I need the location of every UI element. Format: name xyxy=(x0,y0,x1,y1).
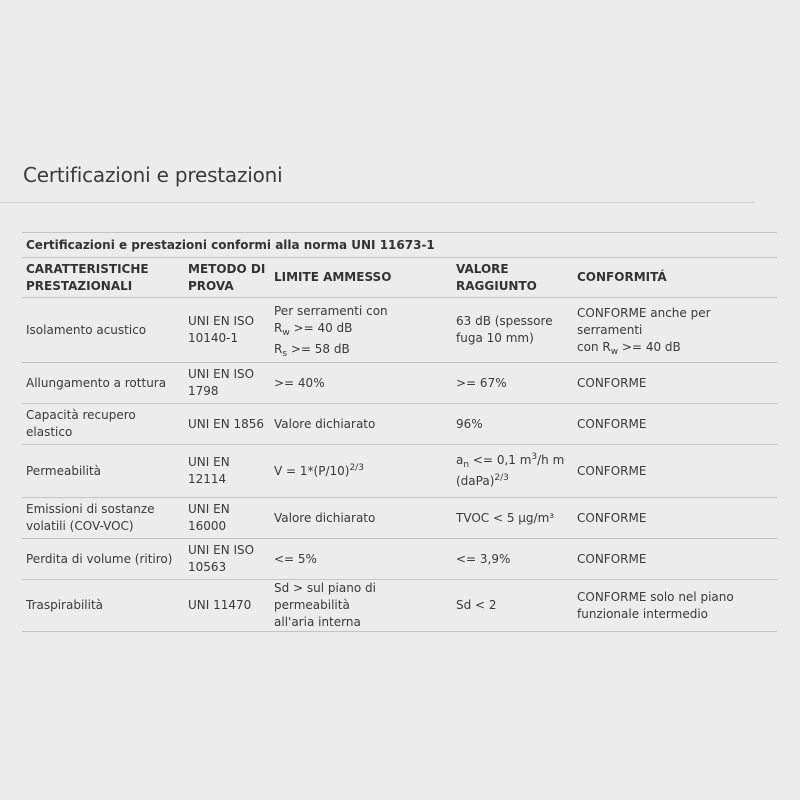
cell-characteristic: Perdita di volume (ritiro) xyxy=(22,539,184,580)
cell-characteristic: Allungamento a rottura xyxy=(22,363,184,404)
cell-characteristic: Isolamento acustico xyxy=(22,298,184,363)
cell-conformity: CONFORME xyxy=(573,404,777,445)
certifications-table xyxy=(22,232,777,632)
cell-conformity: CONFORME xyxy=(573,363,777,404)
cell-value: 63 dB (spessore fuga 10 mm) xyxy=(452,298,573,363)
cell-limit: Valore dichiarato xyxy=(270,404,452,445)
cell-method: UNI EN ISO 1798 xyxy=(184,363,270,404)
cell-method: UNI EN ISO 10140-1 xyxy=(184,298,270,363)
cell-conformity: CONFORME xyxy=(573,445,777,498)
cell-limit: Sd > sul piano di permeabilità all'aria interna xyxy=(270,580,452,632)
header-value: VALORE RAGGIUNTO xyxy=(452,258,573,298)
cell-method: UNI EN ISO 10563 xyxy=(184,539,270,580)
cell-method: UNI 11470 xyxy=(184,580,270,632)
section-title: Certificazioni e prestazioni xyxy=(23,163,283,187)
table-row xyxy=(22,539,777,580)
cell-conformity: CONFORME xyxy=(573,539,777,580)
table-row xyxy=(22,580,777,632)
header-method: METODO DI PROVA xyxy=(184,258,270,298)
header-limit: LIMITE AMMESSO xyxy=(270,258,452,298)
cell-conformity: CONFORME xyxy=(573,498,777,539)
header-characteristic: CARATTERISTICHE PRESTAZIONALI xyxy=(22,258,184,298)
cell-value: <= 3,9% xyxy=(452,539,573,580)
table-row xyxy=(22,404,777,445)
cell-value: >= 67% xyxy=(452,363,573,404)
cell-limit: $V = 1*(P/10)^{2/3}$ xyxy=(270,445,452,498)
cell-value: 96% xyxy=(452,404,573,445)
cell-limit: <= 5% xyxy=(270,539,452,580)
cell-limit: Per serramenti con $R_w >= 40$ dB $R_s >= 58$ dB xyxy=(270,298,452,363)
cell-method: UNI EN 12114 xyxy=(184,445,270,498)
table-row xyxy=(22,363,777,404)
cell-limit: Valore dichiarato xyxy=(270,498,452,539)
table-row xyxy=(22,298,777,363)
cell-limit: >= 40% xyxy=(270,363,452,404)
header-conformity: CONFORMITÁ xyxy=(573,258,777,298)
title-divider xyxy=(0,202,755,203)
table-row xyxy=(22,498,777,539)
cell-characteristic: Capacità recupero elastico xyxy=(22,404,184,445)
cell-conformity: CONFORME solo nel piano funzionale intermedio xyxy=(573,580,777,632)
cell-characteristic: Traspirabilità xyxy=(22,580,184,632)
table-caption: Certificazioni e prestazioni conformi alla norma UNI 11673-1 xyxy=(22,233,777,258)
table-header-row xyxy=(22,258,777,298)
cell-value: TVOC < 5 µg/m³ xyxy=(452,498,573,539)
cell-characteristic: Emissioni di sostanze volatili (COV-VOC) xyxy=(22,498,184,539)
table-row xyxy=(22,445,777,498)
cell-conformity: CONFORME anche per serramenti con $R_w >= 40$ dB xyxy=(573,298,777,363)
cell-method: UNI EN 16000 xyxy=(184,498,270,539)
cell-value: $a_n <= 0,1$ $m^3/h$ m (daPa)$^{2/3}$ xyxy=(452,445,573,498)
cell-method: UNI EN 1856 xyxy=(184,404,270,445)
table-caption-row xyxy=(22,233,777,258)
cell-value: Sd < 2 xyxy=(452,580,573,632)
cell-characteristic: Permeabilità xyxy=(22,445,184,498)
